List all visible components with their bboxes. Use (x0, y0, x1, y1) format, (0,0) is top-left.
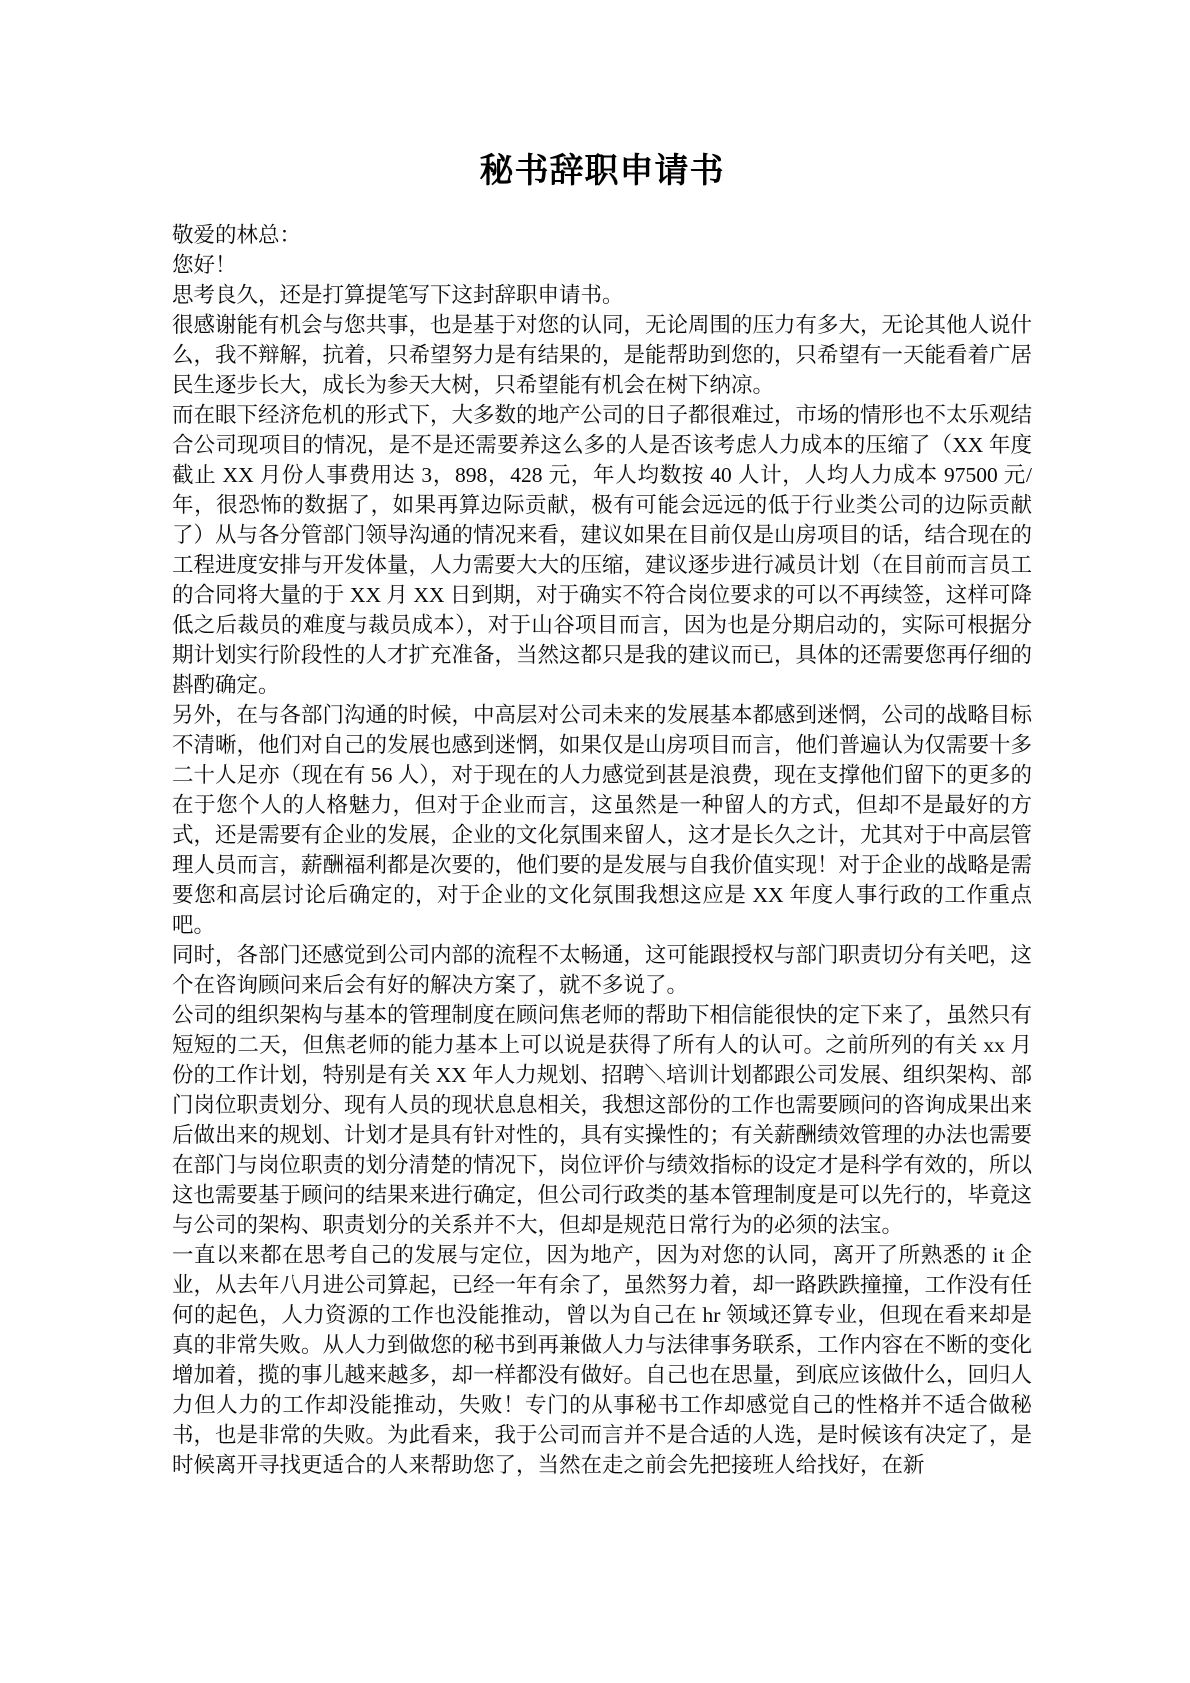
salutation-line: 敬爱的林总： (172, 223, 302, 247)
paragraph-cost-analysis: 而在眼下经济危机的形式下，大多数的地产公司的日子都很难过，市场的情形也不太乐观结合公司现项目的情况，是不是还需要养这么多的人是否该考虑人力成本的压缩了（XX 年度截止 XX 月份人事费用达 3，898，428 元，年人均数按 40 人计，人均人力成本 97500 元/年，很恐怖的数据了，如果再算边际贡献，极有可能会远远的低于行业类公司的边际贡献了）从与各分管部门领导沟通的情况来看，建议如果在目前仅是山房项目的话，结合现在的工程进度安排与开发体量，人力需要大大的压缩，建议逐步进行减员计划（在目前而言员工的合同将大量的于 XX 月 XX 日到期，对于确实不符合岗位要求的可以不再续签，这样可降低之后裁员的难度与裁员成本），对于山谷项目而言，因为也是分期启动的，实际可根据分期计划实行阶段性的人才扩充准备，当然这都只是我的建议而已，具体的还需要您再仔细的斟酌确定。 (172, 403, 1033, 697)
paragraph-management-feedback: 另外，在与各部门沟通的时候，中高层对公司未来的发展基本都感到迷惘，公司的战略目标不清晰，他们对自己的发展也感到迷惘，如果仅是山房项目而言，他们普遍认为仅需要十多二十人足亦（现在有 56 人），对于现在的人力感觉到甚是浪费，现在支撑他们留下的更多的在于您个人的人格魅力，但对于企业而言，这虽然是一种留人的方式，但却不是最好的方式，还是需要有企业的发展，企业的文化氛围来留人，这才是长久之计，尤其对于中高层管理人员而言，薪酬福利都是次要的，他们要的是发展与自我价值实现！对于企业的战略是需要您和高层讨论后确定的，对于企业的文化氛围我想这应是 XX 年度人事行政的工作重点吧。 (172, 703, 1033, 937)
document-title: 秘书辞职申请书 (479, 153, 725, 190)
paragraph-gratitude: 很感谢能有机会与您共事，也是基于对您的认同，无论周围的压力有多大，无论其他人说什么，我不辩解，抗着，只希望努力是有结果的，是能帮助到您的，只希望有一天能看着广居民生逐步长大，成长为参天大树，只希望能有机会在树下纳凉。 (172, 313, 1033, 397)
paragraph-process-issues: 同时，各部门还感觉到公司内部的流程不太畅通，这可能跟授权与部门职责切分有关吧，这个在咨询顾问来后会有好的解决方案了，就不多说了。 (172, 943, 1033, 997)
greeting-line: 您好！ (172, 253, 237, 277)
paragraph-intro: 思考良久，还是打算提笔写下这封辞职申请书。 (172, 283, 624, 307)
paragraph-self-reflection: 一直以来都在思考自己的发展与定位，因为地产，因为对您的认同，离开了所熟悉的 it 企业，从去年八月进公司算起，已经一年有余了，虽然努力着，却一路跌跌撞撞，工作没有任何的起色，人力资源的工作也没能推动，曾以为自己在 hr 领域还算专业，但现在看来却是真的非常失败。从人力到做您的秘书到再兼做人力与法律事务联系，工作内容在不断的变化增加着，揽的事儿越来越多，却一样都没有做好。自己也在思量，到底应该做什么，回归人力但人力的工作却没能推动，失败！专门的从事秘书工作却感觉自己的性格并不适合做秘书，也是非常的失败。为此看来，我于公司而言并不是合适的人选，是时候该有决定了，是时候离开寻找更适合的人来帮助您了，当然在走之前会先把接班人给找好，在新 (172, 1243, 1033, 1477)
paragraph-consultant-plan: 公司的组织架构与基本的管理制度在顾问焦老师的帮助下相信能很快的定下来了，虽然只有短短的二天，但焦老师的能力基本上可以说是获得了所有人的认可。之前所列的有关 xx 月份的工作计划，特别是有关 XX 年人力规划、招聘＼培训计划都跟公司发展、组织架构、部门岗位职责划分、现有人员的现状息息相关，我想这部份的工作也需要顾问的咨询成果出来后做出来的规划、计划才是具有针对性的，具有实操性的；有关薪酬绩效管理的办法也需要在部门与岗位职责的划分清楚的情况下，岗位评价与绩效指标的设定才是科学有效的，所以这也需要基于顾问的结果来进行确定，但公司行政类的基本管理制度是可以先行的，毕竟这与公司的架构、职责划分的关系并不大，但却是规范日常行为的必须的法宝。 (172, 1003, 1033, 1237)
